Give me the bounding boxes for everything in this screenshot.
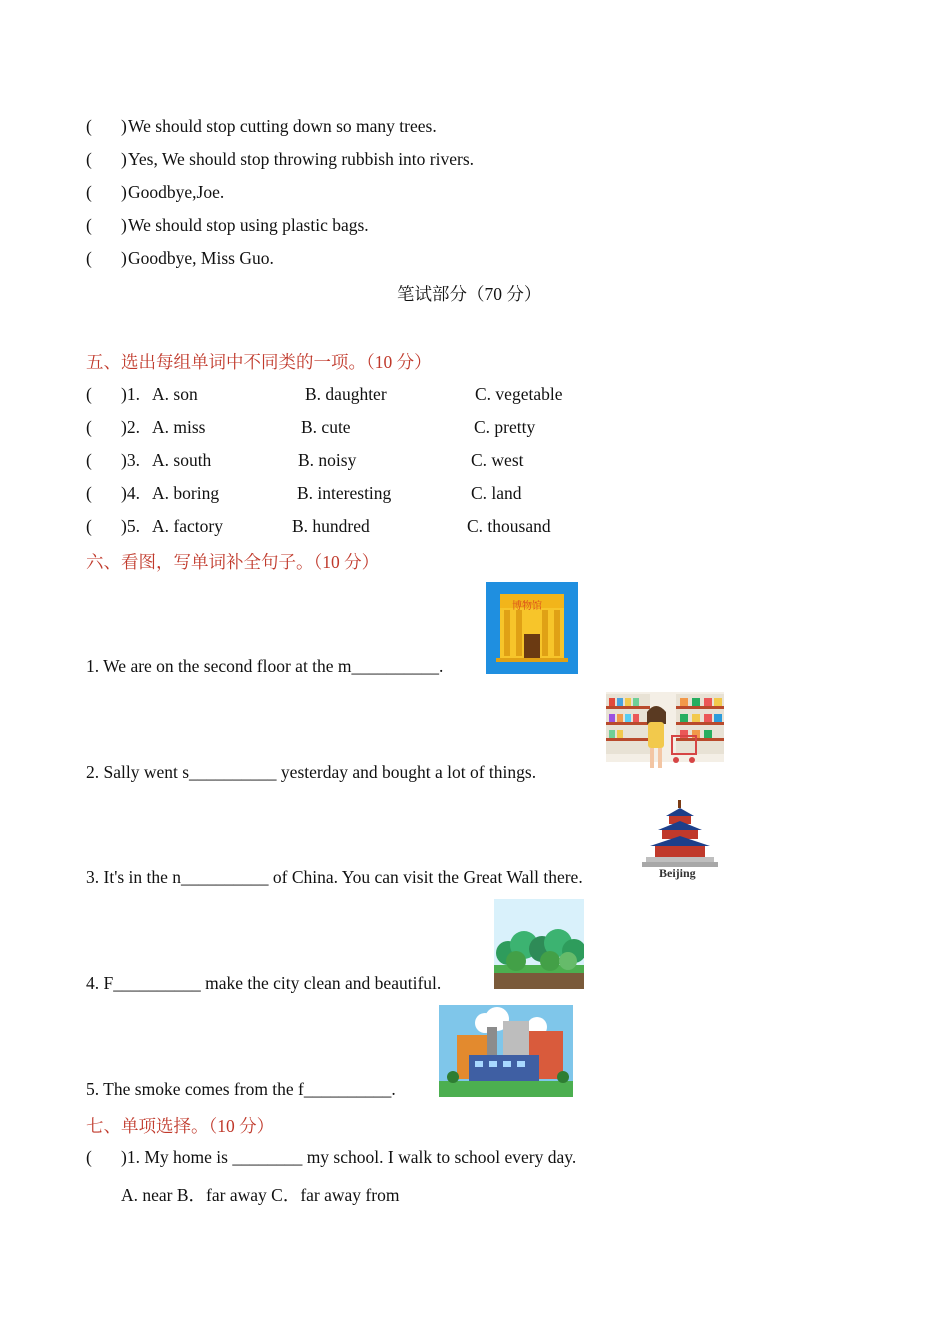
fill-sentence-1: 1. We are on the second floor at the m__________. bbox=[86, 656, 444, 676]
mc-question-1: )1. My home is ________ my school. I walk to school every day. bbox=[121, 1147, 577, 1167]
top-item-text: Goodbye, Miss Guo. bbox=[128, 248, 274, 268]
section7-title: 七、单项选择。（10 分） bbox=[86, 1116, 275, 1136]
answer-paren-open[interactable]: ( bbox=[86, 182, 92, 202]
option-b: B. cute bbox=[301, 417, 351, 437]
answer-paren-close: ) bbox=[121, 215, 127, 235]
option-b: B. interesting bbox=[297, 483, 392, 503]
answer-paren-close: ) bbox=[121, 116, 127, 136]
answer-paren-close: ) bbox=[121, 248, 127, 268]
option-b: B. noisy bbox=[298, 450, 357, 470]
answer-paren[interactable]: ( bbox=[86, 450, 92, 470]
answer-paren[interactable]: ( bbox=[86, 417, 92, 437]
mc-question-1-options: A. near B．far away C．far away from bbox=[121, 1185, 400, 1205]
q-number: )3. bbox=[121, 450, 140, 470]
answer-paren[interactable]: ( bbox=[86, 483, 92, 503]
q-number: )5. bbox=[121, 516, 140, 536]
option-a: A. south bbox=[152, 450, 212, 470]
top-item-text: We should stop using plastic bags. bbox=[128, 215, 369, 235]
section6-title: 六、看图，写单词补全句子。（10 分） bbox=[86, 552, 380, 572]
fill-sentence-4: 4. F__________ make the city clean and beautiful. bbox=[86, 973, 442, 993]
option-a: A. son bbox=[152, 384, 198, 404]
answer-paren[interactable]: ( bbox=[86, 384, 92, 404]
answer-paren-open[interactable]: ( bbox=[86, 116, 92, 136]
q-number: )2. bbox=[121, 417, 140, 437]
answer-paren[interactable]: ( bbox=[86, 1147, 92, 1167]
top-item-text: We should stop cutting down so many trees. bbox=[128, 116, 437, 136]
section5-title: 五、选出每组单词中不同类的一项。（10 分） bbox=[86, 352, 432, 372]
option-a: A. boring bbox=[152, 483, 220, 503]
forest-image bbox=[494, 899, 584, 989]
option-c: C. thousand bbox=[467, 516, 551, 536]
museum-sign: 博物馆 bbox=[512, 601, 542, 612]
option-a: A. factory bbox=[152, 516, 223, 536]
answer-paren-close: ) bbox=[121, 182, 127, 202]
q-number: )1. bbox=[121, 384, 140, 404]
answer-paren[interactable]: ( bbox=[86, 516, 92, 536]
option-c: C. west bbox=[471, 450, 524, 470]
top-item-text: Goodbye,Joe. bbox=[128, 182, 225, 202]
option-c: C. vegetable bbox=[475, 384, 563, 404]
answer-paren-open[interactable]: ( bbox=[86, 215, 92, 235]
fill-sentence-3: 3. It's in the n__________ of China. You can visit the Great Wall there. bbox=[86, 867, 583, 887]
fill-sentence-2: 2. Sally went s__________ yesterday and bought a lot of things. bbox=[86, 762, 537, 782]
museum-image bbox=[486, 582, 578, 674]
option-c: C. land bbox=[471, 483, 522, 503]
option-b: B. hundred bbox=[292, 516, 370, 536]
answer-paren-open[interactable]: ( bbox=[86, 248, 92, 268]
top-item-text: Yes, We should stop throwing rubbish into rivers. bbox=[128, 149, 475, 169]
beijing-temple-image bbox=[642, 800, 718, 884]
answer-paren-open[interactable]: ( bbox=[86, 149, 92, 169]
option-a: A. miss bbox=[152, 417, 206, 437]
supermarket-image bbox=[606, 692, 724, 778]
option-b: B. daughter bbox=[305, 384, 387, 404]
fill-sentence-5: 5. The smoke comes from the f__________. bbox=[86, 1079, 396, 1099]
option-c: C. pretty bbox=[474, 417, 536, 437]
q-number: )4. bbox=[121, 483, 140, 503]
factory-image bbox=[439, 1005, 573, 1097]
answer-paren-close: ) bbox=[121, 149, 127, 169]
written-part-title: 笔试部分（70 分） bbox=[397, 284, 542, 304]
beijing-label: Beijing bbox=[659, 866, 696, 880]
